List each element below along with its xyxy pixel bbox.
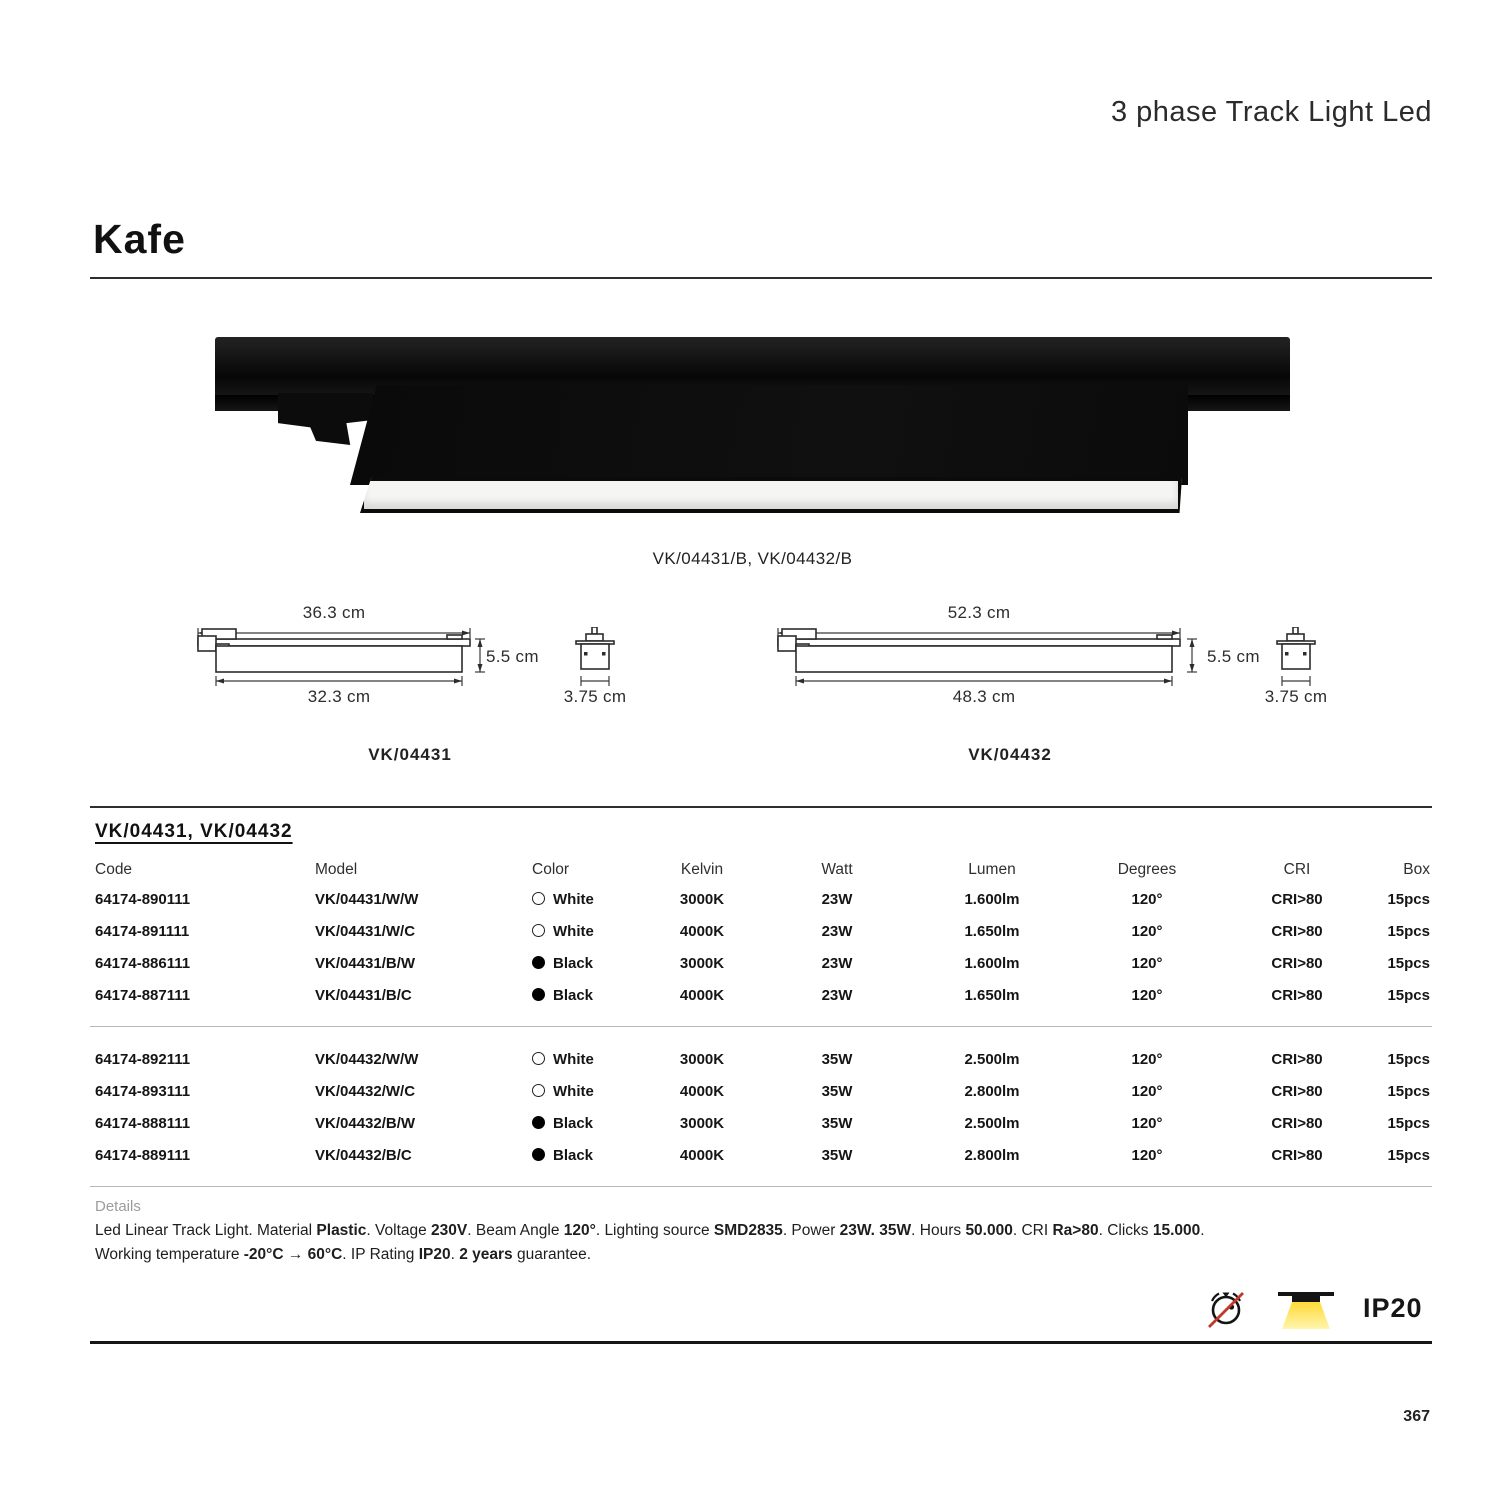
tech-drawing-vk04432 [755,603,1355,778]
fixture-body [350,385,1188,485]
col-header-box: Box [1403,861,1430,878]
cell-box: 15pcs [1387,1146,1430,1164]
cell-watt: 23W [821,986,853,1004]
drawing-caption: VK/04431 [368,745,452,764]
color-label: White [553,890,594,908]
cell-box: 15pcs [1387,986,1430,1004]
cell-kelvin: 3000K [679,954,725,972]
cell-box: 15pcs [1387,1050,1430,1068]
color-swatch [532,1084,545,1097]
cell-box: 15pcs [1387,922,1430,940]
dim-height: 5.5 cm [1207,647,1260,666]
cell-code: 64174-892111 [95,1050,191,1068]
cell-color [527,955,647,972]
cell-color [527,1051,647,1068]
cell-code: 64174-887111 [95,986,191,1004]
cell-degrees: 120° [1131,1114,1163,1132]
cell-model: VK/04432/W/W [315,1050,419,1068]
cell-cri: CRI>80 [1271,1146,1323,1164]
cell-degrees: 120° [1131,922,1163,940]
cell-model: VK/04431/B/C [315,986,412,1004]
cell-model: VK/04432/B/W [315,1114,416,1132]
cell-kelvin: 4000K [679,922,725,940]
drawing-caption: VK/04432 [968,745,1052,764]
cell-color [527,1115,647,1132]
group-separator [90,1026,1432,1027]
cell-cri: CRI>80 [1271,1114,1323,1132]
color-swatch [532,1148,545,1161]
cell-degrees: 120° [1131,986,1163,1004]
table-row [90,1139,1432,1171]
cell-degrees: 120° [1131,1082,1163,1100]
tech-drawing-vk04431 [150,603,670,778]
table-bottom-separator [90,1186,1432,1187]
col-header-kelvin: Kelvin [680,861,724,878]
cell-degrees: 120° [1131,890,1163,908]
cell-watt: 35W [821,1146,853,1164]
cell-watt: 35W [821,1114,853,1132]
page-number: 367 [1403,1408,1430,1425]
color-label: White [553,1050,594,1068]
cell-box: 15pcs [1387,890,1430,908]
dim-height: 5.5 cm [486,647,539,666]
table-row [90,1107,1432,1139]
cell-cri: CRI>80 [1271,922,1323,940]
cell-code: 64174-886111 [95,954,191,972]
cell-code: 64174-891111 [95,922,190,940]
beam-down-icon [1275,1285,1337,1331]
dim-body-width: 48.3 cm [952,687,1016,706]
col-header-degrees: Degrees [1117,861,1177,878]
dim-body-width: 32.3 cm [307,687,371,706]
color-swatch [532,988,545,1001]
cell-code: 64174-890111 [95,890,191,908]
cell-lumen: 2.800lm [964,1146,1020,1164]
not-dimmable-icon [1205,1285,1249,1331]
col-header-color: Color [532,861,570,878]
cell-lumen: 1.600lm [964,890,1020,908]
dim-depth: 3.75 cm [1264,687,1328,706]
color-swatch [532,1116,545,1129]
track-adapter [278,393,373,445]
ip-rating: IP20 [1363,1292,1423,1323]
category-header: 3 phase Track Light Led [1110,96,1432,128]
col-header-lumen: Lumen [968,861,1016,878]
page-title: Kafe [93,216,186,262]
cell-degrees: 120° [1131,954,1163,972]
cell-watt: 35W [821,1050,853,1068]
details-section [95,1198,1435,1267]
color-swatch [532,924,545,937]
cell-cri: CRI>80 [1271,954,1323,972]
cell-kelvin: 4000K [679,986,725,1004]
cell-code: 64174-888111 [95,1114,191,1132]
cell-kelvin: 3000K [679,1050,725,1068]
dim-depth: 3.75 cm [563,687,627,706]
col-header-model: Model [315,861,358,878]
cell-watt: 23W [821,922,853,940]
cell-cri: CRI>80 [1271,890,1323,908]
cell-lumen: 1.600lm [964,954,1020,972]
cell-degrees: 120° [1131,1050,1163,1068]
cell-watt: 23W [821,890,853,908]
cell-watt: 35W [821,1082,853,1100]
dim-top-width: 52.3 cm [947,603,1011,622]
color-swatch [532,1052,545,1065]
cell-box: 15pcs [1387,1082,1430,1100]
cell-kelvin: 3000K [679,1114,725,1132]
cell-lumen: 2.500lm [964,1114,1020,1132]
table-row [90,883,1432,915]
cell-color [527,1083,647,1100]
photo-caption: VK/04431/B, VK/04432/B [652,549,853,568]
cell-color [527,987,647,1004]
col-header-cri: CRI [1283,861,1311,878]
details-label: Details [95,1198,141,1215]
cell-model: VK/04431/W/C [315,922,416,940]
table-row [90,1075,1432,1107]
cell-kelvin: 4000K [679,1146,725,1164]
cell-lumen: 1.650lm [964,922,1020,940]
cell-kelvin: 3000K [679,890,725,908]
color-label: White [553,1082,594,1100]
cell-lumen: 2.500lm [964,1050,1020,1068]
cell-cri: CRI>80 [1271,986,1323,1004]
table-row [90,979,1432,1011]
cell-lumen: 2.800lm [964,1082,1020,1100]
feature-icons [1205,1282,1435,1334]
spec-rows-group-vk04432 [90,1043,1432,1171]
cell-cri: CRI>80 [1271,1050,1323,1068]
footer-divider [90,1341,1432,1344]
spec-table-header [90,857,1432,883]
cell-kelvin: 4000K [679,1082,725,1100]
details-text: Led Linear Track Light. Material Plastic. Voltage 230V. Beam Angle 120°. Lighting source SMD2835. Power 23W. 35W. Hours 50.000. CRI Ra>80. Clicks 15.000. Working temperature -20°C → 60°C. IP Rating IP20. 2 years guarantee. [95,1222,1205,1264]
col-header-watt: Watt [821,861,853,878]
cell-box: 15pcs [1387,1114,1430,1132]
cell-color [527,923,647,940]
cell-code: 64174-889111 [95,1146,191,1164]
table-row [90,947,1432,979]
color-label: Black [553,1146,594,1164]
cell-cri: CRI>80 [1271,1082,1323,1100]
color-swatch [532,892,545,905]
color-swatch [532,956,545,969]
title-divider [90,277,1432,279]
spec-section-title: VK/04431, VK/04432 [95,821,293,842]
cell-lumen: 1.650lm [964,986,1020,1004]
col-header-code: Code [95,861,133,878]
cell-degrees: 120° [1131,1146,1163,1164]
cell-code: 64174-893111 [95,1082,191,1100]
color-label: Black [553,986,594,1004]
color-label: Black [553,1114,594,1132]
cell-model: VK/04432/W/C [315,1082,416,1100]
color-label: Black [553,954,594,972]
cell-color [527,891,647,908]
dim-top-width: 36.3 cm [302,603,366,622]
table-row [90,1043,1432,1075]
cell-model: VK/04431/B/W [315,954,416,972]
spec-table-section [90,806,1432,1187]
color-label: White [553,922,594,940]
cell-box: 15pcs [1387,954,1430,972]
table-row [90,915,1432,947]
cell-model: VK/04431/W/W [315,890,419,908]
cell-model: VK/04432/B/C [315,1146,412,1164]
spec-rows-group-vk04431 [90,883,1432,1011]
fixture-diffuser [360,477,1182,513]
cell-color [527,1147,647,1164]
cell-watt: 23W [821,954,853,972]
product-photo [215,335,1290,520]
